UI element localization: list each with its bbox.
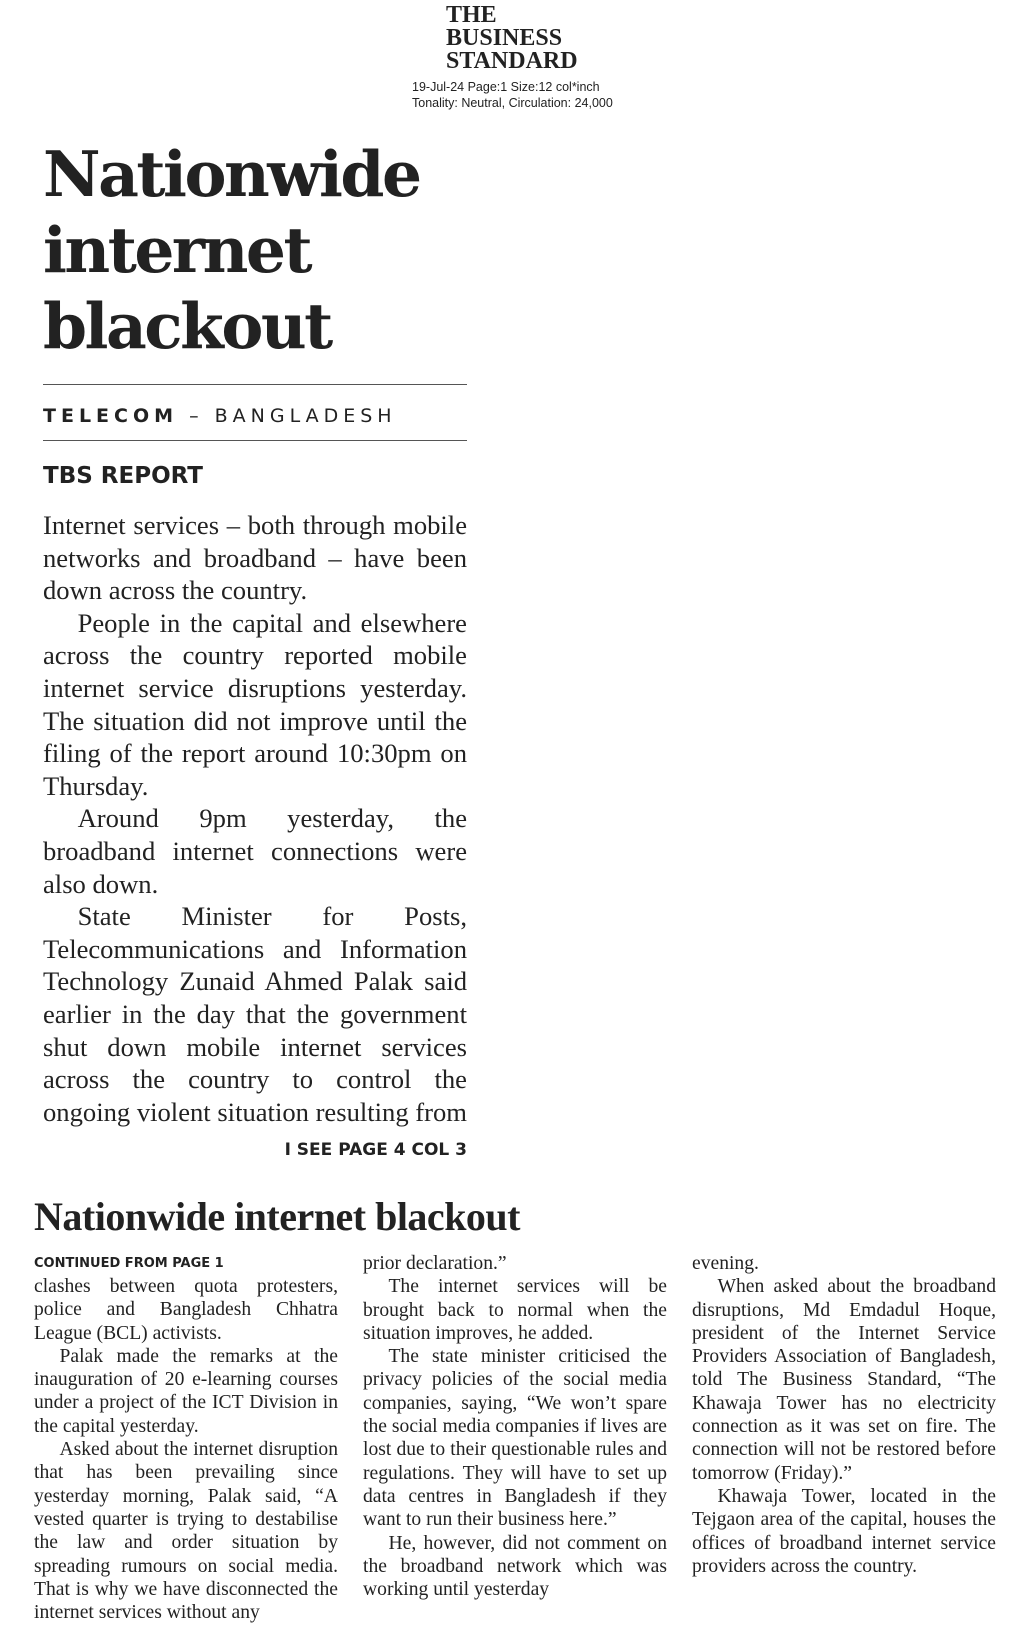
column-paragraph: The state minister criticised the privacy policies of the social media companies, saying, “We won’t spare the social media companies if lives are lost due to their questionable rules and regulations. They will have to set up data centres in Bangladesh if they want to run their business here.” — [363, 1346, 667, 1531]
column-paragraph: When asked about the broadband disruptions, Md Emdadul Hoque, president of the Internet Service Providers Association of Bangladesh, told The Business Standard, “The Khawaja Tower has no electricity connection as it was set on fire. The connection will not be restored before tomorrow (Friday).” — [692, 1276, 996, 1484]
lead-paragraph: People in the capital and elsewhere across the country reported mobile internet service disruptions yesterday. The situation did not improve until the filing of the report around 10:30pm on Thursday. — [43, 607, 467, 801]
masthead-logo — [446, 4, 621, 73]
column-paragraph: The internet services will be brought back to normal when the situation improves, he added. — [363, 1276, 667, 1344]
continuation-column-1 — [34, 1252, 338, 1624]
kicker-region: BANGLADESH — [214, 405, 397, 427]
lead-paragraph-text: State Minister for Posts, Telecommunications and Information Technology Zunaid Ahmed Palak said earlier in the day that the government shut down mobile internet services across the country to control the ongoing violent situation resulting from — [43, 901, 467, 1127]
continuation-column-2 — [363, 1252, 667, 1601]
kicker-section: TELECOM — [43, 405, 179, 427]
headline-line-3: blackout — [43, 289, 331, 363]
byline: TBS REPORT — [43, 463, 203, 489]
column-paragraph: Khawaja Tower, located in the Tejgaon area of the capital, houses the offices of broadband internet service providers across the country. — [692, 1485, 996, 1577]
masthead-line-2: BUSINESS — [446, 25, 563, 51]
masthead-line-1: THE — [446, 2, 497, 28]
column-paragraph: clashes between quota protesters, police and Bangladesh Chhatra League (BCL) activists. — [34, 1276, 338, 1344]
lead-paragraph — [43, 900, 467, 1161]
lead-paragraph: Around 9pm yesterday, the broadband internet connections were also down. — [43, 803, 467, 899]
clipping-meta — [412, 79, 613, 111]
kicker-top-rule — [43, 384, 467, 385]
continuation-headline: Nationwide internet blackout — [34, 1194, 520, 1239]
continued-label: CONTINUED FROM PAGE 1 — [34, 1256, 224, 1271]
column-paragraph: He, however, did not comment on the broadband network which was working until yesterday — [363, 1532, 667, 1601]
headline-line-2: internet — [43, 213, 311, 287]
lead-article-body — [43, 509, 467, 1167]
clipping-meta-line-1: 19-Jul-24 Page:1 Size:12 col*inch — [412, 80, 600, 94]
jump-label: I SEE PAGE 4 COL 3 — [284, 1140, 467, 1161]
column-paragraph: prior declaration.” — [363, 1253, 507, 1274]
section-kicker — [43, 405, 397, 427]
column-paragraph: Palak made the remarks at the inauguration of 20 e-learning courses under a project of the ICT Division in the capital yesterday. — [34, 1345, 338, 1437]
continuation-column-3 — [692, 1252, 996, 1578]
kicker-separator: – — [189, 405, 204, 427]
lead-paragraph: Internet services – both through mobile networks and broadband – have been down across the country. — [43, 510, 467, 606]
clipping-meta-line-2: Tonality: Neutral, Circulation: 24,000 — [412, 96, 613, 110]
masthead-line-3: STANDARD — [446, 48, 578, 74]
column-paragraph: evening. — [692, 1253, 759, 1274]
column-paragraph: Asked about the internet disruption that has been prevailing since yesterday morning, Palak said, “A vested quarter is trying to destabilise the law and order situation by spreading rumours on social media. That is why we have disconnected the internet services without any — [34, 1439, 338, 1624]
kicker-bottom-rule — [43, 440, 467, 441]
headline-line-1: Nationwide — [43, 137, 420, 211]
headline — [43, 136, 463, 364]
